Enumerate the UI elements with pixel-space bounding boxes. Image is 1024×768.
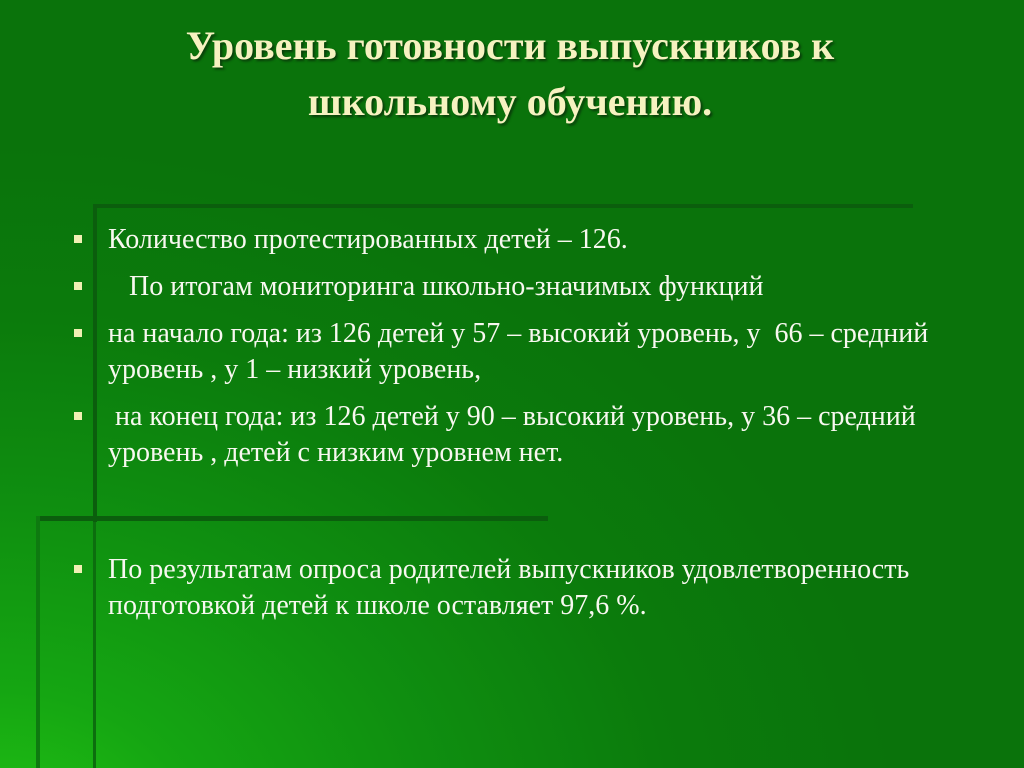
bullet-item: [70, 269, 970, 305]
square-bullet-icon: [74, 235, 82, 243]
bullet-text: По итогам мониторинга школьно-значимых функций: [108, 271, 764, 302]
bullet-text: Количество протестированных детей – 126.: [108, 224, 628, 255]
slide-title-line-2: школьному обучению.: [307, 79, 713, 124]
square-bullet-icon: [74, 282, 82, 290]
square-bullet-icon: [74, 565, 82, 573]
panel-middle-edge: [36, 516, 548, 521]
panel-top-edge: [93, 204, 913, 208]
bullet-item: [70, 399, 970, 471]
bullet-list-secondary: [70, 552, 970, 635]
bullet-item: [70, 316, 970, 388]
slide-title-line-1: Уровень готовности выпускников к: [185, 23, 835, 68]
bullet-text: По результатам опроса родителей выпускников удовлетворенность подготовкой детей к школе оставляет 97,6 %.: [108, 554, 917, 621]
square-bullet-icon: [74, 329, 82, 337]
bullet-text: на конец года: из 126 детей у 90 – высокий уровень, у 36 – средний уровень , детей с низким уровнем нет.: [108, 401, 923, 468]
bullet-item: [70, 552, 970, 624]
panel-lower-left-edge: [36, 516, 40, 768]
bullet-list: [70, 222, 970, 482]
square-bullet-icon: [74, 412, 82, 420]
bullet-text: на начало года: из 126 детей у 57 – высокий уровень, у 66 – средний уровень , у 1 – низкий уровень,: [108, 318, 936, 385]
bullet-item: [70, 222, 970, 258]
slide-title: [60, 18, 960, 130]
